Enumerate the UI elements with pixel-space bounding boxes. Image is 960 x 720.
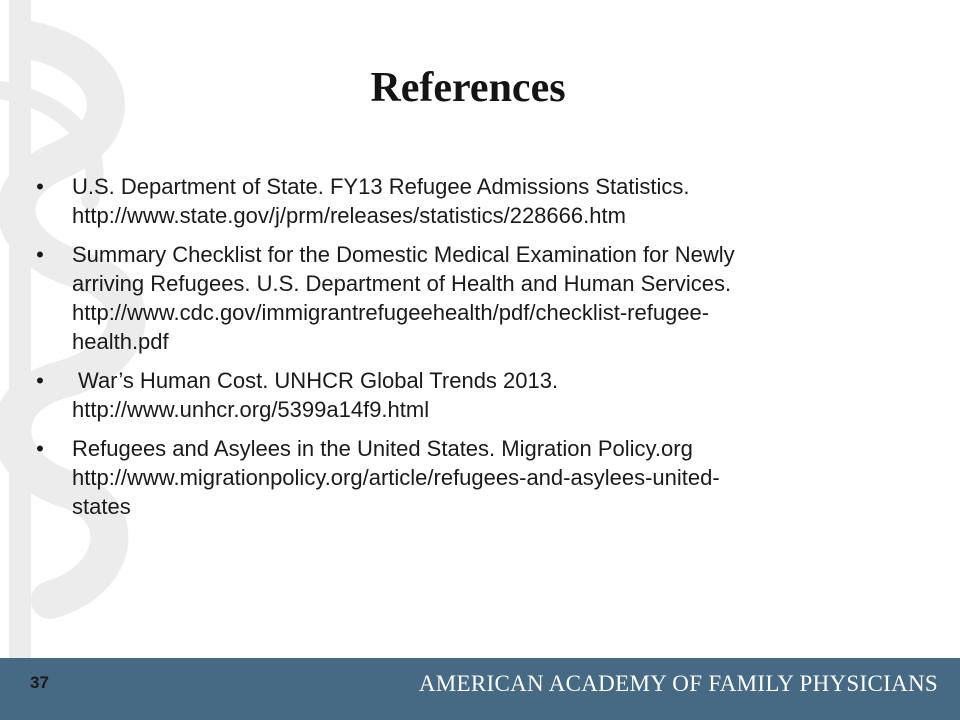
bullet: • [36,368,44,393]
reference-text: Summary Checklist for the Domestic Medical Examination for Newly [72,242,735,267]
reference-url: http://www.cdc.gov/immigrantrefugeehealth/pdf/checklist-refugee- [72,300,710,325]
bullet: • [36,242,44,267]
reference-item [30,172,890,230]
reference-url: http://www.unhcr.org/5399a14f9.html [72,397,430,422]
bullet: • [36,436,44,461]
reference-item [30,240,890,356]
reference-list [30,172,890,531]
reference-item [30,366,890,424]
reference-text: War’s Human Cost. UNHCR Global Trends 2013. [78,368,559,393]
reference-item [30,434,890,521]
reference-url: health.pdf [72,329,169,354]
reference-text: U.S. Department of State. FY13 Refugee Admissions Statistics. [72,174,690,199]
organization-name: AMERICAN ACADEMY OF FAMILY PHYSICIANS [418,671,938,696]
reference-url: states [72,494,131,519]
footer-bar [0,658,960,720]
page-number: 37 [30,673,49,692]
reference-text: arriving Refugees. U.S. Department of Health and Human Services. [72,271,732,296]
bullet: • [36,174,44,199]
reference-url: http://www.migrationpolicy.org/article/refugees-and-asylees-united- [72,465,720,490]
reference-url: http://www.state.gov/j/prm/releases/statistics/228666.htm [72,203,626,228]
slide-title: References [370,65,566,111]
reference-text: Refugees and Asylees in the United States. Migration Policy.org [72,436,693,461]
